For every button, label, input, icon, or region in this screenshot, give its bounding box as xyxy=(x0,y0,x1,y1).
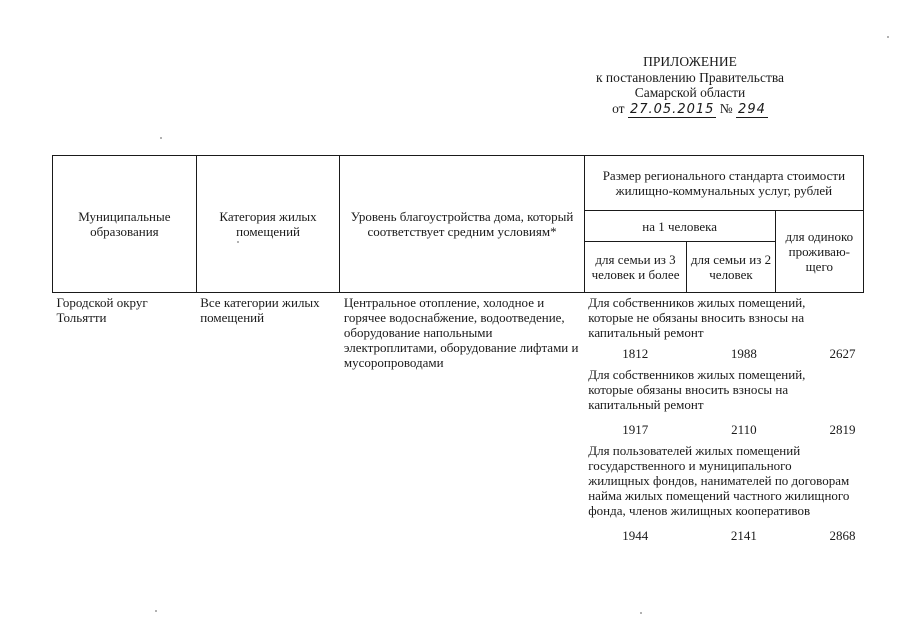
appendix-line-region: Самарской области xyxy=(634,85,746,100)
scan-speck xyxy=(887,36,889,38)
group-values xyxy=(588,528,859,543)
header-level: Уровень благоустройства дома, который соответствует средним условиям* xyxy=(340,156,584,293)
appendix-line-decree: к постановлению Правительства xyxy=(595,69,785,85)
scan-speck xyxy=(640,612,642,614)
group-label: Для собственников жилых помещений, которые не обязаны вносить взносы на капитальный ремонт xyxy=(588,295,806,340)
value-family2: 2141 xyxy=(730,528,757,543)
group-owners-exempt xyxy=(588,295,859,361)
group-values xyxy=(588,346,859,361)
appendix-header xyxy=(560,54,820,117)
value-family2: 1988 xyxy=(730,346,757,361)
header-per-person: на 1 человека xyxy=(584,211,775,242)
value-family2: 2110 xyxy=(731,422,757,437)
handwritten-number: 294 xyxy=(738,101,766,117)
header-category: Категория жилых помещений xyxy=(196,156,340,293)
value-single: 2868 xyxy=(829,528,856,543)
standards-table xyxy=(52,155,864,551)
appendix-date-line xyxy=(560,101,820,118)
group-values xyxy=(588,422,859,437)
scan-speck xyxy=(160,137,162,139)
date-prefix: от xyxy=(612,100,625,116)
scan-speck xyxy=(237,241,239,243)
appendix-title: ПРИЛОЖЕНИЕ xyxy=(643,54,737,69)
number-sign: № xyxy=(719,100,733,116)
value-family3: 1812 xyxy=(622,346,649,361)
value-family3: 1944 xyxy=(622,528,649,543)
header-municipal: Муниципальные образования xyxy=(53,156,197,293)
header-family2: для семьи из 2 человек xyxy=(687,242,775,293)
header-single: для одиноко проживаю-щего xyxy=(775,211,863,293)
cell-level: Центральное отопление, холодное и горячее водоснабжение, водоотведение, оборудование напольными электроплитами, оборудование лифтами и мусоропроводами xyxy=(343,295,579,370)
scan-speck xyxy=(155,610,157,612)
cell-standard-groups xyxy=(584,293,863,552)
header-standard: Размер регионального стандарта стоимости жилищно-коммунальных услуг, рублей xyxy=(584,156,863,211)
group-tenants xyxy=(588,443,859,543)
value-family3: 1917 xyxy=(622,422,649,437)
handwritten-date: 27.05.2015 xyxy=(629,101,715,117)
group-owners-paying xyxy=(588,367,859,437)
cell-municipal: Городской округ Тольятти xyxy=(56,295,148,325)
group-label: Для собственников жилых помещений, которые обязаны вносить взносы на капитальный ремонт xyxy=(588,367,806,412)
header-family3: для семьи из 3 человек и более xyxy=(584,242,687,293)
group-label: Для пользователей жилых помещений государственного и муниципального жилищных фондов, нанимателей по договорам найма жилых помещений частного жилищного фонда, членов жилищных кооперативов xyxy=(588,443,850,518)
value-single: 2819 xyxy=(829,422,856,437)
cell-category: Все категории жилых помещений xyxy=(200,295,320,325)
value-single: 2627 xyxy=(829,346,856,361)
